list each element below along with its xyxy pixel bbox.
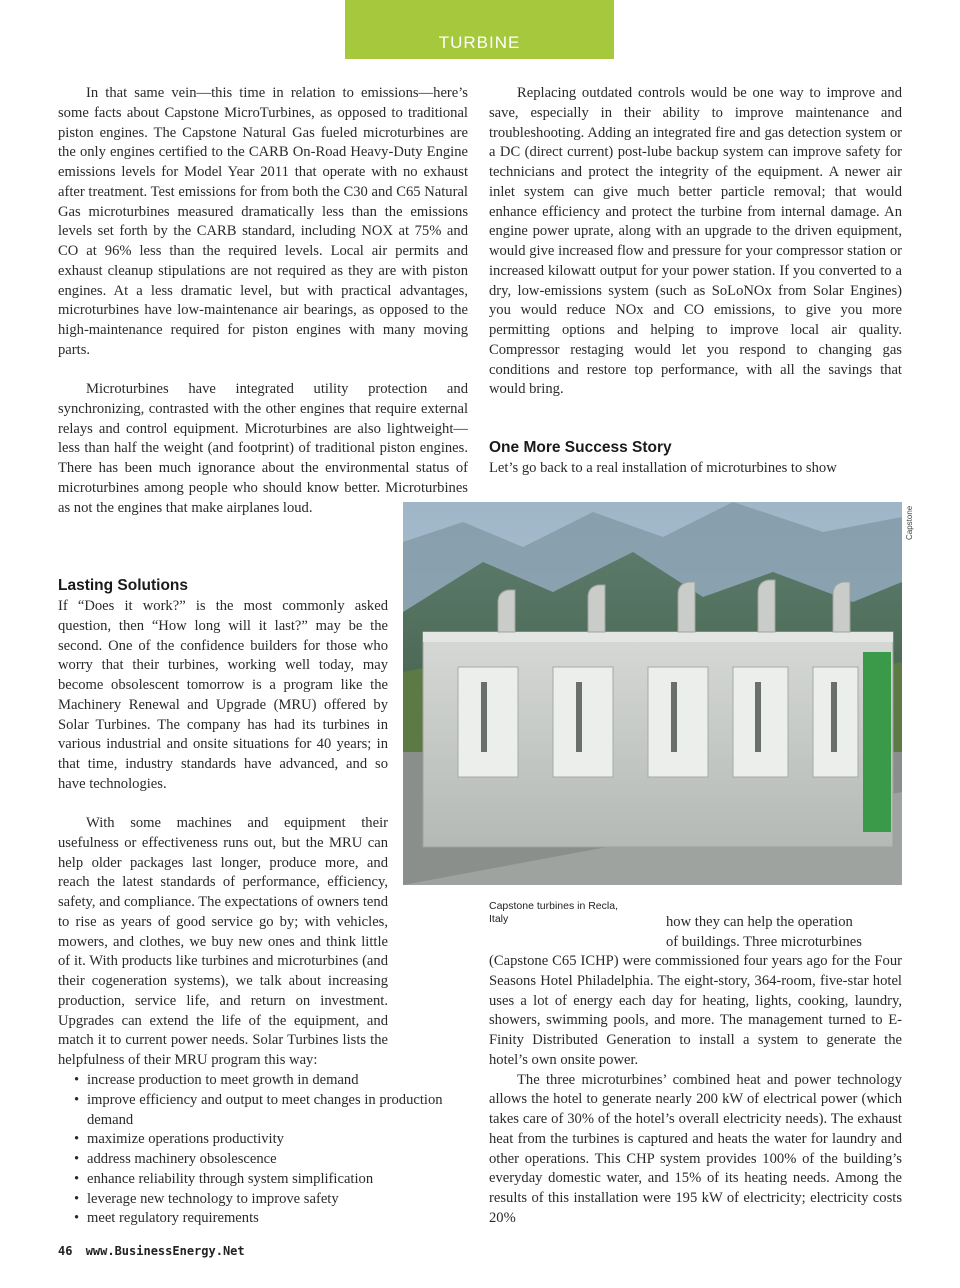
- paragraph-line: of buildings. Three microturbines: [666, 933, 862, 950]
- turbine-illustration: [403, 502, 902, 885]
- list-item: • address machinery obsolescence: [58, 1150, 458, 1170]
- list-item: • improve efficiency and output to meet changes in production demand: [58, 1091, 458, 1131]
- page-number: 46: [58, 1244, 73, 1258]
- paragraph: (Capstone C65 ICHP) were commissioned four years ago for the Four Seasons Hotel Philadelphia. The eight-story, 364-room, five-star hotel uses a lot of energy each day for heating, lights, cooking, laundry, showers, swimming pools, and more. The management turned to E-Finity Distributed Generation to install a system to generate the hotel’s own onsite power.: [489, 953, 902, 1068]
- paragraph: Let’s go back to a real installation of microturbines to show: [489, 460, 837, 476]
- photo-credit: Capstone: [905, 505, 914, 540]
- left-column-top: [58, 84, 468, 361]
- heading-success-story: One More Success Story: [489, 439, 672, 456]
- paragraph: The three microturbines’ combined heat and power technology allows the hotel to generate nearly 200 kW of electrical power (which takes care of 30% of the hotel’s overall electricity needs). The exhaust heat from the turbines is captured and heats the water for laundry and other operations. This CHP system provides 100% of the building’s everyday domestic water, and 15% of its heating needs. Among the results of this installation were 195 kW of electricity; electricity costs 20%: [489, 1071, 902, 1226]
- mru-list: [58, 1071, 458, 1229]
- list-item: • increase production to meet growth in demand: [58, 1071, 458, 1091]
- list-item: • enhance reliability through system simplification: [58, 1170, 458, 1190]
- right-column-story-wrap: [666, 913, 902, 953]
- section-tab: [345, 0, 614, 59]
- right-column-story-start: [489, 459, 902, 479]
- paragraph: Microturbines have integrated utility protection and synchronizing, contrasted with the other engines that require external relays and control equipment. Microturbines are also lightweight—less than half the weight (and footprint) of traditional piston engines. There has been much ignorance about the environmental status of microturbines among people who should know better. Microturbines as not the engines that make airplanes loud.: [58, 381, 468, 516]
- right-column-bottom: [489, 952, 902, 1229]
- paragraph-line: how they can help the operation: [666, 914, 853, 930]
- list-item: • leverage new technology to improve safety: [58, 1190, 458, 1210]
- turbine-photo: [403, 502, 902, 885]
- paragraph: With some machines and equipment their usefulness or effectiveness runs out, but the MRU can help older packages last longer, produce more, and reach the latest standards of performance, efficiency, safety, and compliance. The expectations of owners tend to rise as years of good service go by; with vehicles, mowers, and clothes, we buy new ones and think little of it. With products like turbines and microturbines (and their cogeneration systems), we talk about increasing production, service life, and return on investment. Upgrades can extend the life of the equipment, and match it to current power needs. Solar Turbines lists the helpfulness of their MRU program this way:: [58, 815, 388, 1068]
- list-item: • meet regulatory requirements: [58, 1209, 458, 1229]
- section-label: TURBINE: [438, 33, 521, 52]
- heading-lasting-solutions: Lasting Solutions: [58, 577, 189, 594]
- left-column-mid2: [58, 814, 388, 1071]
- paragraph: Replacing outdated controls would be one way to improve and save, especially in their ability to improve maintenance and troubleshooting. Adding an integrated fire and gas detection system or a DC (direct current) post-lube backup system can improve safety for technicians and protect the integrity of the equipment. A newer air inlet system can give much better particle removal; that would enhance efficiency and protect the turbine from internal damage. An engine power uprate, along with an upgrade to the driven equipment, would give increased flow and pressure for your compressor station or increased kilowatt output for your power station. If you converted to a dry, low-emissions system (such as SoLoNOx from Solar Engines) you would reduce NOx and CO emissions, to give you more permitting options and helping to improve local air quality. Compressor restaging would let you respond to changing gas conditions and restore top performance, with all the savings that would bring.: [489, 85, 902, 398]
- paragraph: If “Does it work?” is the most commonly asked question, then “How long will it last?” may be the second. One of the confidence builders for those who worry that their turbines, working well today, may become obsolescent tomorrow is a program like the Machinery Renewal and Upgrade (MRU) offered by Solar Turbines. The company has had its turbines in various industrial and onsite situations for 40 years; in that time, industry standards have advanced, and so have technologies.: [58, 598, 388, 792]
- left-column-para2: [58, 380, 468, 518]
- paragraph: In that same vein—this time in relation to emissions—here’s some facts about Capstone MicroTurbines, as opposed to traditional piston engines. The Capstone Natural Gas fueled microturbines are the only engines certified to the CARB On-Road Heavy-Duty Engine emissions levels for Model Year 2011 that operate with no exhaust after treatment. Test emissions for from both the C30 and C65 Natural Gas microturbines measured dramatically less than the emissions levels set forth by the CARB standard, including NOX at 75% and CO at 96% less than the required levels. Local air permits and exhaust cleanup stipulations are not required as they are with piston engines. At a less dramatic level, but with practical advantages, microturbines have low-maintenance air bearings, as opposed to the high-maintenance required for piston engines with many moving parts.: [58, 85, 468, 358]
- list-item: • maximize operations productivity: [58, 1130, 458, 1150]
- left-column-mid: [58, 597, 388, 795]
- page-footer: [58, 1244, 245, 1258]
- photo-caption: Capstone turbines in Recla, Italy: [489, 900, 618, 925]
- right-column-top: [489, 84, 902, 400]
- website-link[interactable]: www.BusinessEnergy.Net: [85, 1244, 245, 1258]
